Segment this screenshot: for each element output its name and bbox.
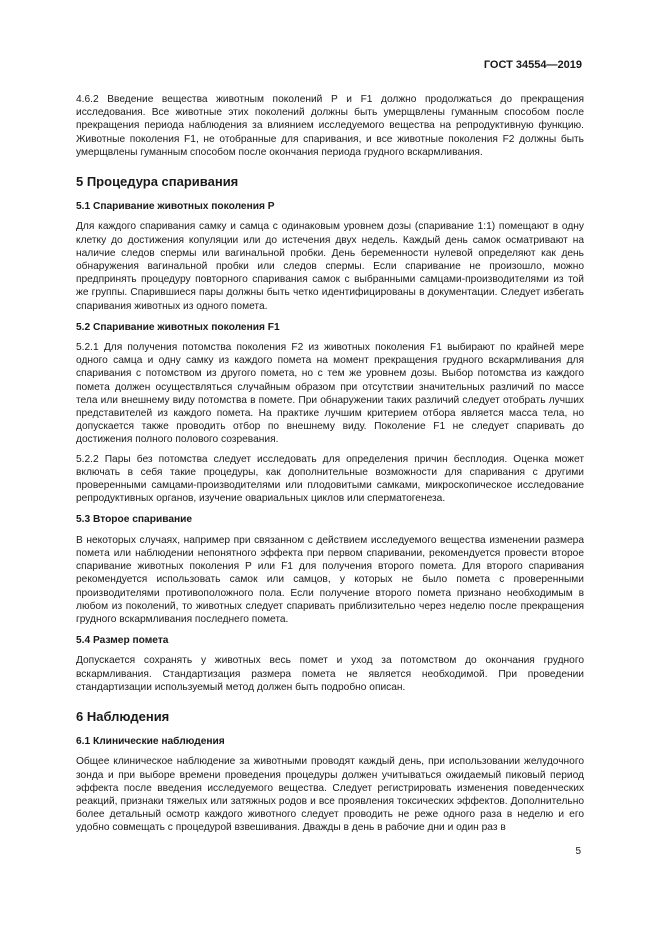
section-heading-6: 6 Наблюдения (76, 708, 170, 724)
subsection-heading-5-4: 5.4 Размер помета (76, 635, 169, 647)
document-code: ГОСТ 34554—2019 (483, 59, 582, 71)
page-number: 5 (575, 846, 581, 857)
subsection-heading-6-1: 6.1 Клинические наблюдения (76, 736, 225, 748)
paragraph-5-3: В некоторых случаях, например при связанном с действием исследуемого вещества изменении размера помета или наблюдении непонятного эффекта при первом спаривании, рекомендуется провести второе спаривание животных поколения Р или F1 для получения второго помета. Для второго спаривания рекомендуется использовать самок или самцов, у которых не было помета с проверенными производителями противоположного пола. Если получение второго помета признано необходимым в любом из поколений, то животных следует спаривать приблизительно через неделю после прекращения грудного вскармливания последнего помета. (76, 534, 584, 625)
paragraph-6-1: Общее клиническое наблюдение за животными проводят каждый день, при использовании желудочного зонда и при выборе времени проведения процедуры должен учитываться ожидаемый пиковый период эффекта после введения исследуемого вещества. Следует регистрировать изменения поведенческих реакций, признаки тяжелых или затяжных родов и все проявления токсических эффектов. Дополнительно более детальный осмотр каждого животного следует проводить не реже одного раза в неделю и его удобно совмещать с процедурой взвешивания. Дважды в день в рабочие дни и один раз в (76, 756, 584, 834)
paragraph-4-6-2: 4.6.2 Введение вещества животным поколений Р и F1 должно продолжаться до прекращения исследования. Все животные этих поколений должны быть умерщвлены гуманным способом после прекращения периода наблюдения за влиянием исследуемого вещества на репродуктивную функцию. Животные поколения F1, не отобранные для спаривания, и все животные поколения F2 должны быть умерщвлены гуманным способом после окончания периода грудного вскармливания. (76, 94, 584, 158)
subsection-heading-5-3: 5.3 Второе спаривание (76, 514, 193, 526)
subsection-heading-5-1: 5.1 Спаривание животных поколения Р (76, 201, 275, 213)
paragraph-5-2-2: 5.2.2 Пары без потомства следует исследовать для определения причин бесплодия. Оценка может включать в себя такие процедуры, как дополнительные возможности для спаривания с другими проверенными самцами-производителями или плодовитыми самками, микроскопическое исследование репродуктивных органов, изучение овариальных циклов или сперматогенеза. (76, 453, 584, 505)
document-body (76, 93, 584, 841)
section-heading-5: 5 Процедура спаривания (76, 174, 239, 190)
subsection-heading-5-2: 5.2 Спаривание животных поколения F1 (76, 321, 280, 333)
paragraph-5-1: Для каждого спаривания самку и самца с одинаковым уровнем дозы (спаривание 1:1) помещают в одну клетку до достижения копуляции или до истечения двух недель. Каждый день самок осматривают на наличие следов спермы или вагинальной пробки. День беременности нулевой определяют как день обнаружения вагинальной пробки или следов спермы. Если спаривание не произошло, можно предпринять процедуру повторного спаривания самок с выбранными самцами-производителями из той же группы. Спарившиеся пары должны быть четко идентифицированы в документации. Следует избегать спаривания животных из одного помета. (76, 221, 584, 312)
paragraph-5-2-1: 5.2.1 Для получения потомства поколения F2 из животных поколения F1 выбирают по крайней мере одного самца и одну самку из каждого помета на момент прекращения грудного вскармливания для спаривания с потомством из другого помета, но с тем же уровнем дозы. Выбор потомства из каждого помета должен осуществляться случайным образом при отсутствии значительных различий по массе тела или внешнему виду потомства в помете. При обнаружении таких различий следует отобрать лучших представителей из каждого помета. На практике лучшим критерием отбора является масса тела, но допускается также проводить отбор по внешнему виду. Поколение F1 не следует спаривать до достижения полного полового созревания. (76, 342, 584, 446)
paragraph-5-4: Допускается сохранять у животных весь помет и уход за потомством до окончания грудного вскармливания. Стандартизация размера помета не является необходимой. При проведении стандартизации используемый метод должен быть подробно описан. (76, 655, 584, 693)
